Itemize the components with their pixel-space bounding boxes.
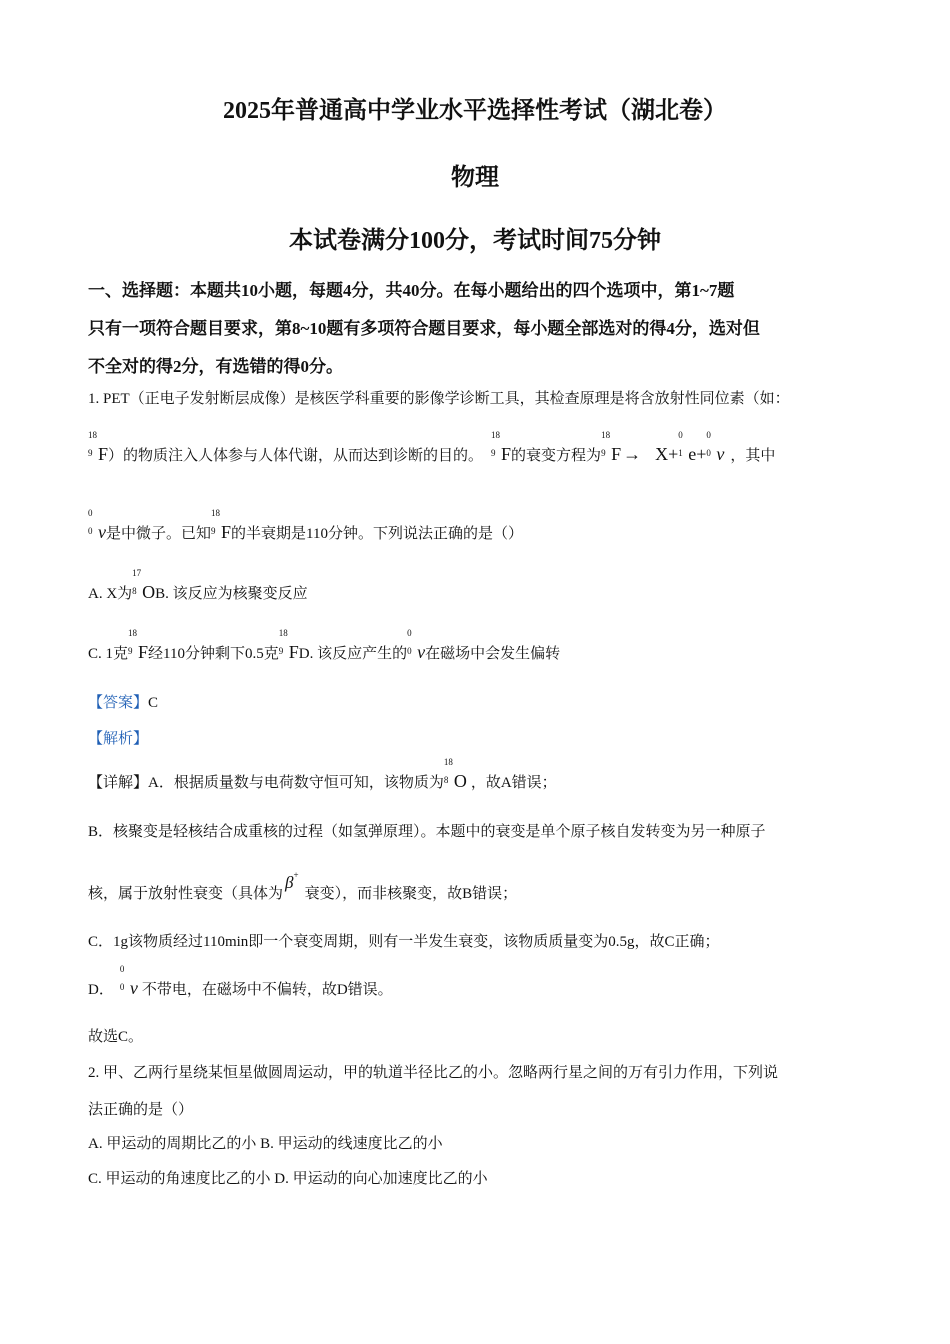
q1-options-cd: C. 1克 18 9 F经110分钟剩下0.5克 18 9 FD. 该反应产生的 0 0 ν在磁场中会发生偏转 [88,628,561,662]
beta-plus-symbol: β+ [285,870,299,892]
conclusion: 故选C。 [88,1029,144,1045]
nuclide-f18: 18 9 F [88,430,109,464]
detail-d: D． 0 0 ν 不带电，在磁场中不偏转，故D错误。 [88,964,393,998]
section1-line1: 一、选择题：本题共10小题，每题4分，共40分。在每小题给出的四个选项中，第1~7题 [88,281,735,300]
answer-value: C [148,695,159,711]
decay-equation: 18 9 F [601,430,622,464]
exam-title: 2025年普通高中学业水平选择性考试（湖北卷） [223,98,727,124]
positron: 0 1 e [678,430,697,464]
q1-line1: 1. PET（正电子发射断层成像）是核医学科重要的影像学诊断工具，其检查原理是将含放射性同位素（如： [88,391,790,407]
neutrino: 0 0 ν [119,964,138,998]
q1-line3: 0 0 ν是中微子。已知 18 9 F的半衰期是110分钟。下列说法正确的是（） [88,508,523,542]
section1-line3: 不全对的得2分，有选错的得0分。 [88,357,343,376]
neutrino: 0 0 ν [407,628,426,662]
detail-b-line2: 核，属于放射性衰变（具体为β+衰变），而非核聚变，故B错误； [88,870,518,902]
nuclide-o18: 18 8 O [443,757,467,791]
q2-options-ab: A. 甲运动的周期比乙的小 B. 甲运动的线速度比乙的小 [88,1136,443,1152]
detail-b-line1: B．核聚变是轻核结合成重核的过程（如氢弹原理）。本题中的衰变是单个原子核自发转变为另一种原子 [88,824,766,840]
neutrino: 0 0 ν [88,508,106,542]
option-c: C. 1克 [88,646,129,662]
nuclide-f18: 18 9 F [128,628,149,662]
q1-answer [88,691,158,712]
option-b: B. 该反应为核聚变反应 [155,586,308,602]
nuclide-o17: 17 8 O [132,568,156,602]
nuclide-f18: 18 9 F [278,628,299,662]
detail-a: 【详解】A．根据质量数与电荷数守恒可知，该物质为 18 8 O ，故A错误； [88,757,557,791]
q1-line2: 18 9 F）的物质注入人体参与人体代谢，从而达到诊断的目的。 18 9 F的衰变方程为 18 9 F → X+ 0 1 e+ 0 0 ν ，其中 [88,430,776,464]
answer-label: 【答案】 [88,695,149,711]
nuclide-f18: 18 9 F [491,430,512,464]
nuclide-f18: 18 9 F [211,508,232,542]
exam-info: 本试卷满分100分，考试时间75分钟 [289,228,661,254]
analysis-label: 【解析】 [88,731,149,747]
subject-title: 物理 [451,165,499,191]
option-a: A. X为 [88,586,133,602]
q2-options-cd: C. 甲运动的角速度比乙的小 D. 甲运动的向心加速度比乙的小 [88,1171,488,1187]
neutrino: 0 0 ν [706,430,725,464]
option-d: D. 该反应产生的 [298,646,408,662]
q2-line2: 法正确的是（） [88,1102,194,1118]
section1-line2: 只有一项符合题目要求，第8~10题有多项符合题目要求，每小题全部选对的得4分，选对但 [88,319,760,338]
detail-c: C．1g该物质经过110min即一个衰变周期，则有一半发生衰变，该物质质量变为0.5g，故C正确； [88,934,720,950]
q1-options-ab [88,568,308,603]
q2-line1: 2. 甲、乙两行星绕某恒星做圆周运动，甲的轨道半径比乙的小。忽略两行星之间的万有引力作用，下列说 [88,1065,779,1081]
